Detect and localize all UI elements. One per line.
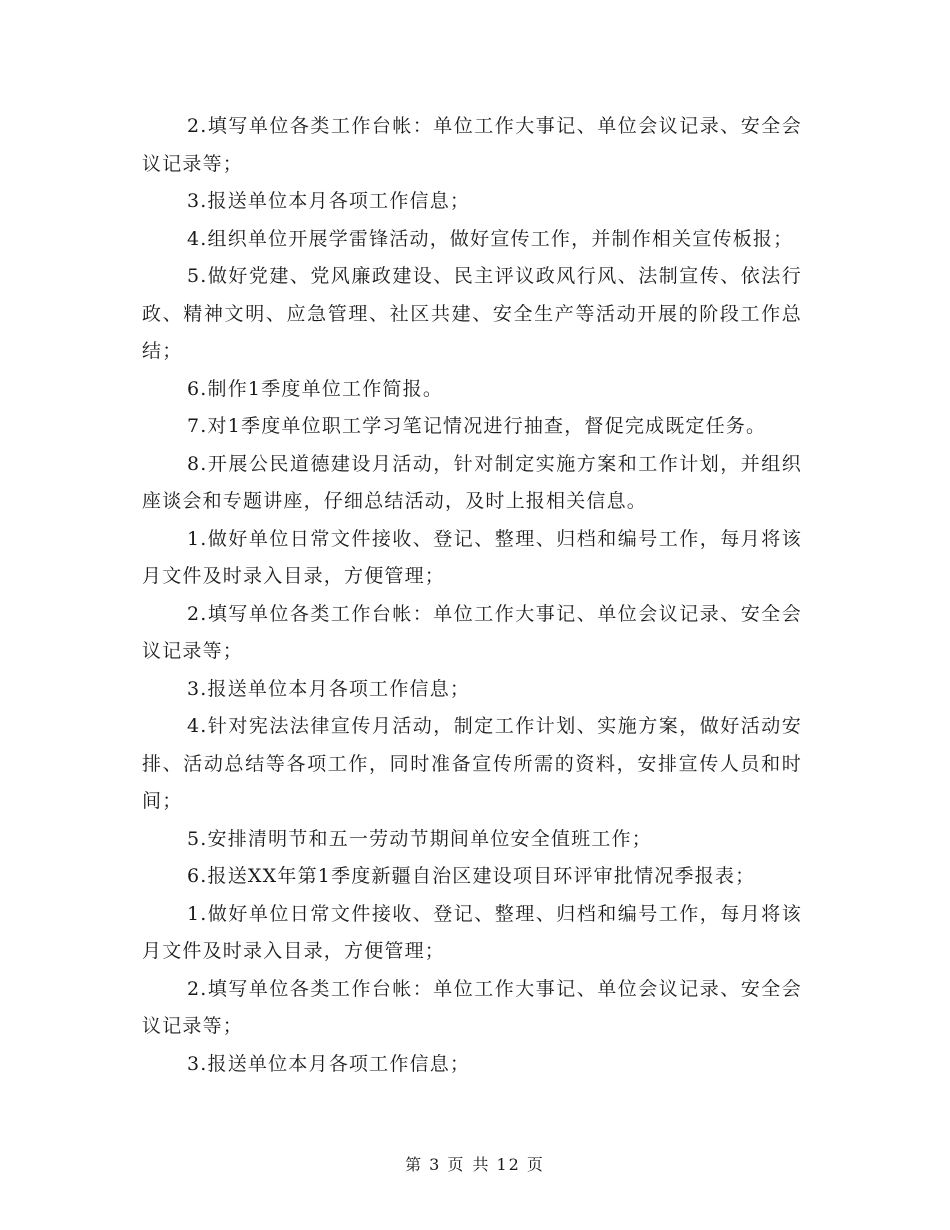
paragraph-1: 2.填写单位各类工作台帐：单位工作大事记、单位会议记录、安全会议记录等； (142, 115, 802, 175)
paragraph-12: 5.安排清明节和五一劳动节期间单位安全值班工作； (187, 827, 652, 850)
paragraph-16: 3.报送单位本月各项工作信息； (187, 1052, 471, 1075)
paragraph-13: 6.报送XX年第1季度新疆自治区建设项目环评审批情况季报表； (187, 865, 756, 887)
footer-total-pages: 12 (496, 1155, 521, 1174)
paragraph-14: 1.做好单位日常文件接收、登记、整理、归档和编号工作，每月将该月文件及时录入目录，方便管理； (142, 902, 802, 962)
paragraph-5: 6.制作1季度单位工作简报。 (187, 377, 444, 400)
paragraph-2: 3.报送单位本月各项工作信息； (187, 190, 471, 212)
paragraph-6: 7.对1季度单位职工学习笔记情况进行抽查，督促完成既定任务。 (187, 415, 767, 437)
footer-prefix: 第 (405, 1155, 424, 1174)
paragraph-3: 4.组织单位开展学雷锋活动，做好宣传工作，并制作相关宣传板报； (187, 227, 794, 250)
page-footer (0, 1152, 950, 1175)
footer-current-page: 3 (429, 1155, 442, 1174)
footer-suffix: 页 (526, 1155, 545, 1174)
paragraph-7: 8.开展公民道德建设月活动，针对制定实施方案和工作计划，并组织座谈会和专题讲座，仔细总结活动，及时上报相关信息。 (142, 452, 802, 512)
paragraph-8: 1.做好单位日常文件接收、登记、整理、归档和编号工作，每月将该月文件及时录入目录，方便管理； (142, 527, 802, 587)
paragraph-4: 5.做好党建、党风廉政建设、民主评议政风行风、法制宣传、依法行政、精神文明、应急管理、社区共建、安全生产等活动开展的阶段工作总结； (142, 265, 802, 362)
footer-middle: 页 共 (447, 1155, 491, 1174)
paragraph-11: 4.针对宪法法律宣传月活动，制定工作计划、实施方案，做好活动安排、活动总结等各项工作，同时准备宣传所需的资料，安排宣传人员和时间； (142, 715, 802, 812)
paragraph-10: 3.报送单位本月各项工作信息； (187, 677, 471, 700)
paragraph-9: 2.填写单位各类工作台帐：单位工作大事记、单位会议记录、安全会议记录等； (142, 602, 802, 662)
paragraph-15: 2.填写单位各类工作台帐：单位工作大事记、单位会议记录、安全会议记录等； (142, 977, 802, 1037)
document-body (142, 108, 802, 1083)
